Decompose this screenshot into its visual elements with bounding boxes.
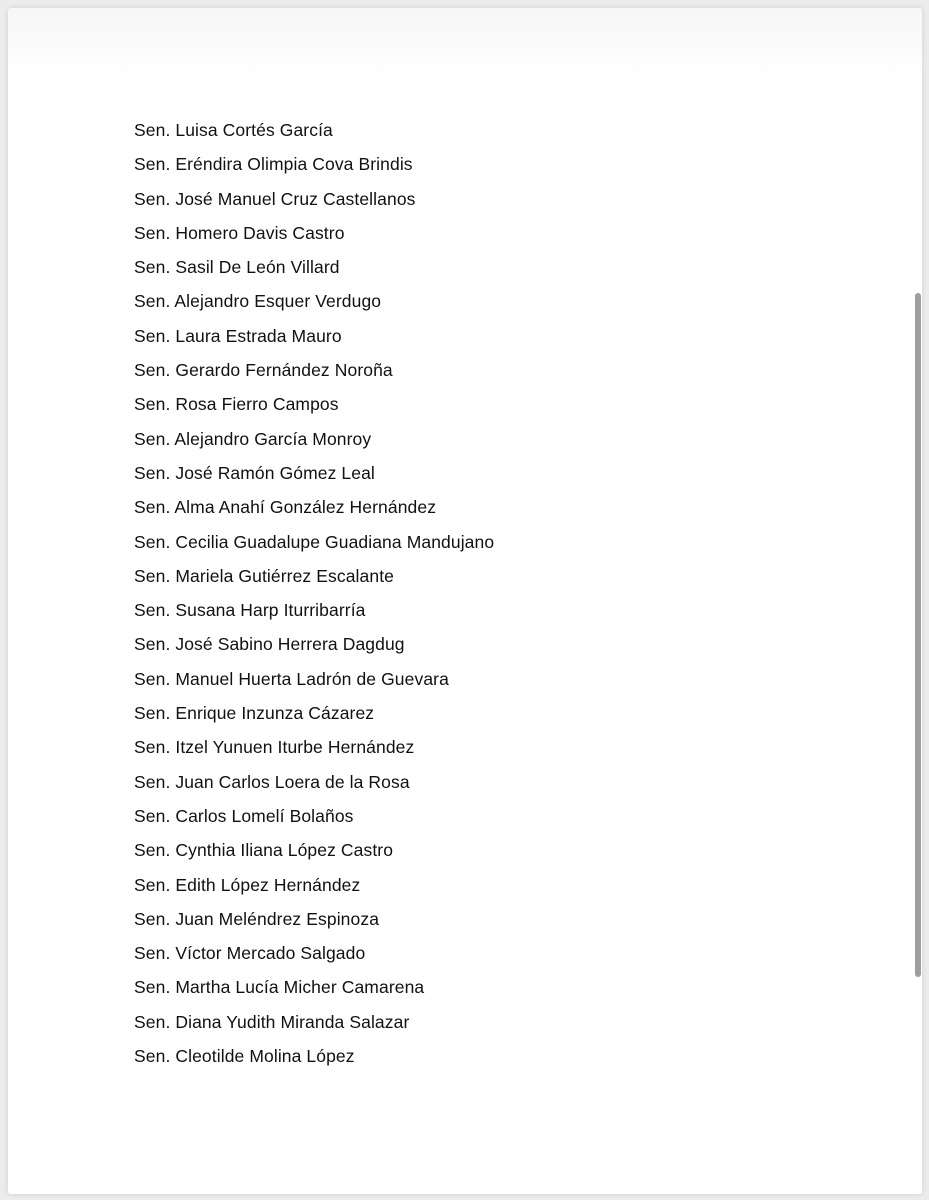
senator-name-item: Sen. Cleotilde Molina López [134, 1046, 355, 1067]
senator-name-item: Sen. José Ramón Gómez Leal [134, 462, 375, 483]
senator-name-item: Sen. Cynthia Iliana López Castro [134, 840, 394, 861]
senator-name-item: Sen. Enrique Inzunza Cázarez [134, 703, 375, 724]
vertical-scrollbar[interactable] [912, 10, 924, 1190]
senator-name-item: Sen. Alejandro Esquer Verdugo [134, 291, 382, 312]
senator-name-item: Sen. Alejandro García Monroy [134, 428, 372, 449]
senator-name-item: Sen. Gerardo Fernández Noroña [134, 360, 393, 381]
senator-name-item: Sen. Itzel Yunuen Iturbe Hernández [134, 737, 415, 758]
senator-name-item: Sen. Rosa Fierro Campos [134, 394, 339, 415]
senator-name-item: Sen. Víctor Mercado Salgado [134, 943, 366, 964]
senator-name-item: Sen. Mariela Gutiérrez Escalante [134, 565, 394, 586]
senator-name-list [134, 113, 494, 1073]
senator-name-item: Sen. Alma Anahí González Hernández [134, 497, 437, 518]
senator-name-item: Sen. Eréndira Olimpia Cova Brindis [134, 154, 413, 175]
senator-name-item: Sen. Manuel Huerta Ladrón de Guevara [134, 668, 449, 689]
senator-name-item: Sen. Martha Lucía Micher Camarena [134, 977, 425, 998]
senator-name-item: Sen. Homero Davis Castro [134, 222, 345, 243]
senator-name-item: Sen. Laura Estrada Mauro [134, 325, 342, 346]
document-page [8, 8, 922, 1194]
senator-name-item: Sen. Cecilia Guadalupe Guadiana Mandujano [134, 531, 495, 552]
senator-name-item: Sen. Susana Harp Iturribarría [134, 600, 366, 621]
senator-name-item: Sen. José Manuel Cruz Castellanos [134, 188, 416, 209]
senator-name-item: Sen. Juan Meléndrez Espinoza [134, 908, 380, 929]
page-top-shadow [8, 8, 922, 78]
senator-name-item: Sen. Luisa Cortés García [134, 120, 333, 140]
senator-name-item: Sen. Carlos Lomelí Bolaños [134, 805, 354, 826]
senator-name-item: Sen. Sasil De León Villard [134, 257, 340, 278]
senator-name-item: Sen. Diana Yudith Miranda Salazar [134, 1011, 410, 1032]
senator-name-item: Sen. José Sabino Herrera Dagdug [134, 634, 405, 655]
senator-name-item: Sen. Juan Carlos Loera de la Rosa [134, 771, 410, 792]
senator-name-item: Sen. Edith López Hernández [134, 874, 361, 895]
scrollbar-thumb[interactable] [915, 293, 921, 977]
